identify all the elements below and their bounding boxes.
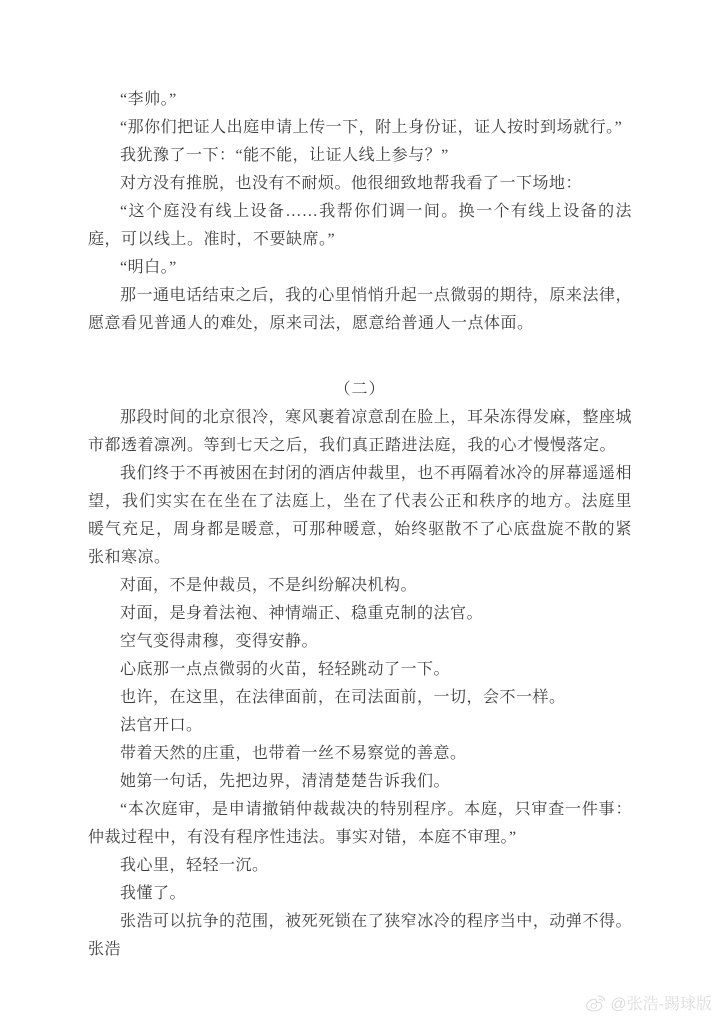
paragraph: 对面，是身着法袍、神情端正、稳重克制的法官。 (120, 605, 484, 622)
watermark-text: @张浩-踢球版 (610, 996, 712, 1013)
paragraph: 带着天然的庄重，也带着一丝不易察觉的善意。 (120, 745, 467, 762)
paragraph: 也许，在这里，在法律面前，在司法面前，一切，会不一样。 (120, 689, 566, 706)
paragraph: “明白。” (120, 259, 177, 276)
paragraph: 对面，不是仲裁员，不是纠纷解决机构。 (120, 577, 418, 594)
paragraph: “本次庭审，是申请撤销仲裁裁决的特别程序。本庭，只审查一件事：仲裁过程中，有没有程序性违法。事实对错，本庭不审理。” (88, 801, 632, 846)
weibo-icon (585, 994, 607, 1012)
paragraph: 法官开口。 (120, 717, 203, 734)
paragraph: 空气变得肃穆，变得安静。 (120, 633, 319, 650)
watermark (585, 991, 712, 1014)
section-heading: （二） (334, 381, 386, 398)
paragraph: 她第一句话，先把边界，清清楚楚告诉我们。 (120, 773, 451, 790)
page-content (88, 86, 632, 964)
paragraph: 我心里，轻轻一沉。 (120, 857, 269, 874)
paragraph: 我犹豫了一下：“能不能，让证人线上参与？” (120, 147, 449, 164)
paragraph: 张浩可以抗争的范围，被死死锁在了狭窄冰冷的程序当中，动弹不得。张浩 (88, 913, 632, 958)
paragraph: “那你们把证人出庭申请上传一下，附上身份证，证人按时到场就行。” (120, 119, 623, 136)
paragraph: 那一通电话结束之后，我的心里悄悄升起一点微弱的期待，原来法律，愿意看见普通人的难处，原来司法，愿意给普通人一点体面。 (88, 287, 632, 332)
paragraph: 那段时间的北京很冷，寒风裹着凉意刮在脸上，耳朵冻得发麻，整座城市都透着凛冽。等到七天之后，我们真正踏进法庭，我的心才慢慢落定。 (88, 409, 632, 454)
paragraph: 我们终于不再被困在封闭的酒店仲裁里，也不再隔着冰冷的屏幕遥遥相望，我们实实在在坐在了法庭上，坐在了代表公正和秩序的地方。法庭里暖气充足，周身都是暖意，可那种暖意，始终驱散不了心底盘旋不散的紧张和寒凉。 (88, 465, 632, 566)
paragraph: 心底那一点点微弱的火苗，轻轻跳动了一下。 (120, 661, 451, 678)
paragraph: “这个庭没有线上设备……我帮你们调一间。换一个有线上设备的法庭，可以线上。准时，不要缺席。” (88, 203, 632, 248)
paragraph: 我懂了。 (120, 885, 187, 902)
paragraph: “李帅。” (120, 91, 177, 108)
paragraph: 对方没有推脱，也没有不耐烦。他很细致地帮我看了一下场地： (120, 175, 583, 192)
